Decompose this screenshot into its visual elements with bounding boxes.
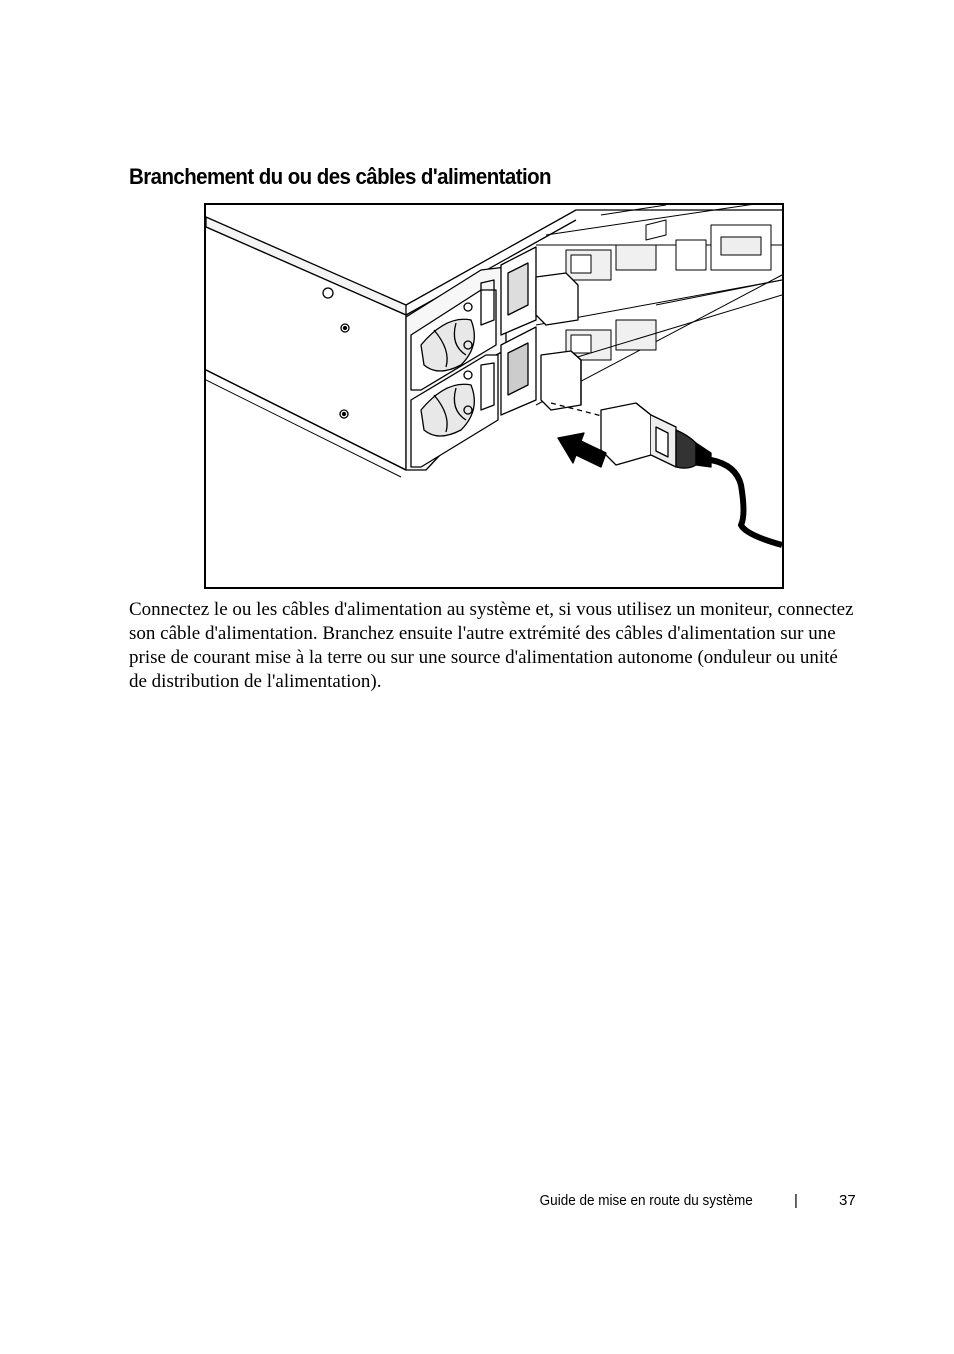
page-number: 37 (839, 1192, 856, 1209)
power-cord-plug-icon (601, 403, 782, 545)
inserted-plug-icon (536, 273, 578, 325)
page-footer (0, 1192, 954, 1216)
footer-guide-title: Guide de mise en route du système (539, 1192, 753, 1209)
power-inlet-icon (501, 247, 536, 415)
footer-separator: | (794, 1192, 798, 1209)
insert-arrow-icon (558, 433, 606, 467)
instruction-paragraph (129, 598, 859, 694)
power-supply-unit-icon (406, 267, 506, 470)
section-heading: Branchement du ou des câbles d'alimentation (129, 164, 552, 189)
power-cable-illustration (204, 203, 784, 589)
body-paragraph: Connectez le ou les câbles d'alimentation au système et, si vous utilisez un moniteur, connectez son câble d'alimentation. Branchez ensuite l'autre extrémité des câbles d'alimentation sur une prise de courant mise à la terre ou sur une source d'alimentation autonome (onduleur ou unité de distribution de l'alimentation). (129, 599, 854, 692)
